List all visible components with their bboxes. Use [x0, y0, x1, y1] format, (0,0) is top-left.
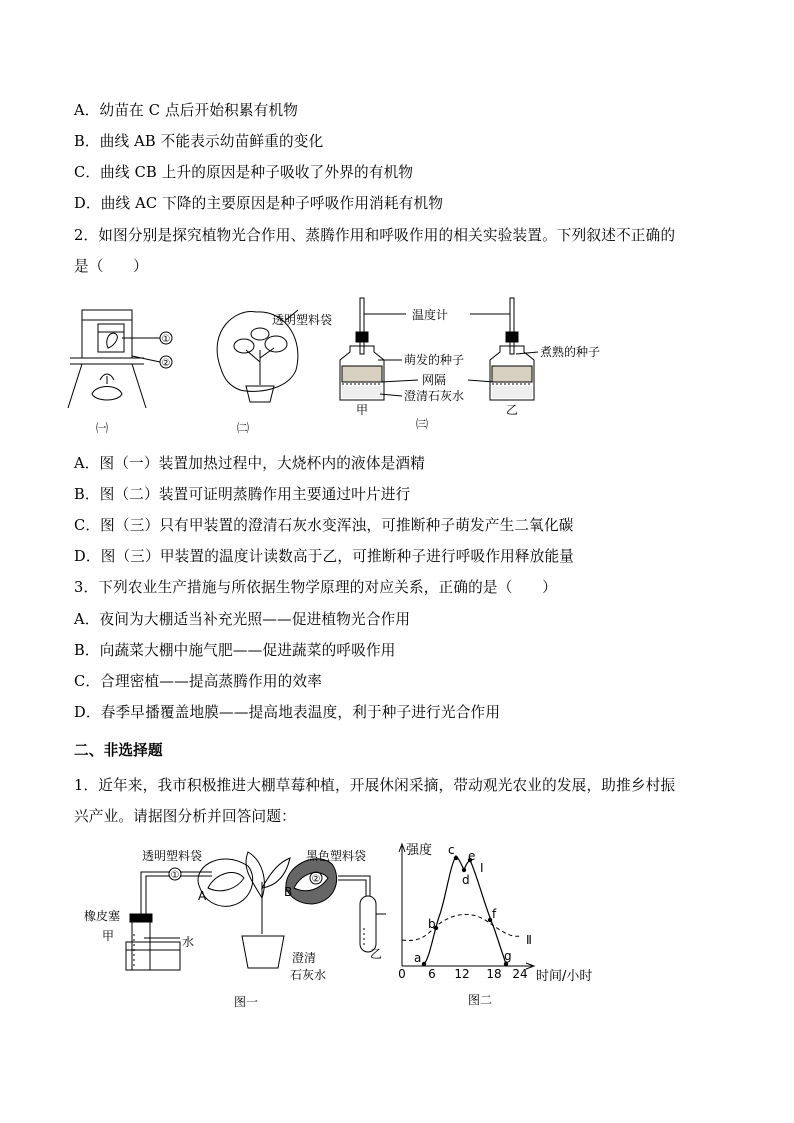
fig1-marker-2: ②	[161, 358, 171, 369]
fig-one-label-b: B	[284, 885, 293, 899]
fig3-jar-jia-label: 甲	[356, 403, 369, 417]
q1-option-c: C．曲线 CB 上升的原因是种子吸收了外界的有机物	[74, 164, 414, 181]
q2-option-b: B．图（二）装置可证明蒸腾作用主要通过叶片进行	[74, 486, 411, 503]
small-beaker	[98, 324, 124, 352]
fig3-limewater-label: 澄清石灰水	[404, 389, 465, 403]
q3-option-b: B．向蔬菜大棚中施气肥——促进蔬菜的呼吸作用	[74, 642, 396, 659]
fig-one-label-a: A	[198, 889, 207, 903]
q2-stem-line2: 是（ ）	[74, 258, 148, 275]
point-e-label: e	[468, 849, 476, 863]
fig3-germinating-seeds-label: 萌发的种子	[404, 353, 465, 367]
flower-pot	[242, 936, 284, 968]
q1-option-b: B．曲线 AB 不能表示幼苗鲜重的变化	[74, 133, 324, 150]
fig2-bag-label: 透明塑料袋	[272, 313, 333, 327]
fig-one-caption: 图一	[233, 995, 259, 1009]
fig-one-black-bag-label: 黑色塑料袋	[305, 849, 367, 863]
fig-one-valve-1: ①	[170, 870, 180, 881]
q2-option-d: D．图（三）甲装置的温度计读数高于乙，可推断种子进行呼吸作用释放能量	[74, 548, 575, 565]
point-a-label: a	[414, 951, 422, 965]
q3-option-a: A．夜间为大棚适当补充光照——促进植物光合作用	[74, 611, 411, 628]
fig3-cooked-seeds-label: 煮熟的种子	[540, 345, 601, 359]
point-g-label: g	[504, 949, 512, 963]
fig-one-limewater-line1: 澄清	[292, 951, 317, 965]
fig-one-limewater-line2: 石灰水	[290, 968, 327, 982]
point-c-label: c	[448, 843, 455, 857]
q2-experiment-figure	[60, 290, 620, 440]
fig1-marker-1: ①	[161, 334, 171, 345]
fig3-jar-yi-label: 乙	[506, 403, 519, 417]
x-tick-18: 18	[486, 967, 502, 981]
point-a	[422, 962, 426, 966]
q2-option-c: C．图（三）只有甲装置的澄清石灰水变浑浊，可推断种子萌发产生二氧化碳	[74, 517, 574, 534]
transparent-bag-shape	[198, 859, 253, 906]
fig3-mesh-label: 网隔	[422, 373, 447, 387]
x-axis-label: 时间/小时	[536, 969, 593, 984]
q3-option-c: C．合理密植——提高蒸腾作用的效率	[74, 673, 323, 690]
fig-two-caption: 图二	[467, 993, 493, 1007]
tube-jia	[132, 922, 150, 970]
point-d	[462, 868, 466, 872]
fig-one-transparent-bag-label: 透明塑料袋	[141, 849, 203, 863]
fig-one-yi-label: 乙	[370, 947, 383, 961]
figure-two	[390, 838, 640, 1018]
leaf-in-beaker	[107, 333, 118, 348]
fig-one-jia-label: 甲	[102, 929, 115, 943]
fig-one-valve-2: ②	[311, 874, 321, 885]
fig2-caption: ㈡	[236, 421, 250, 435]
y-axis-label: 强度	[406, 843, 433, 858]
flower-pot	[246, 386, 274, 402]
fig3-thermometer-label: 温度计	[412, 308, 449, 322]
point-f-label: f	[492, 907, 497, 921]
x-tick-6: 6	[428, 967, 436, 981]
x-tick-24: 24	[512, 967, 528, 981]
fig-one-rubber-stopper-label: 橡皮塞	[84, 909, 121, 923]
curve-one-label: I	[480, 861, 484, 875]
q3-stem: 3．下列农业生产措施与所依据生物学原理的对应关系，正确的是（ ）	[74, 579, 557, 596]
test-tube-yi	[360, 896, 376, 952]
q3-option-d: D．春季早播覆盖地膜——提高地表温度，利于种子进行光合作用	[74, 704, 501, 721]
q2-option-a: A．图（一）装置加热过程中，大烧杯内的液体是酒精	[74, 455, 425, 472]
section-heading: 二、非选择题	[74, 742, 163, 759]
alcohol-lamp	[92, 387, 122, 401]
fig3-caption: ㈢	[415, 417, 429, 431]
point-b-label: b	[428, 917, 436, 931]
curve-two	[402, 914, 520, 940]
section2-q1-line1: 1．近年来，我市积极推进大棚草莓种植，开展休闲采摘，带动观光农业的发展，助推乡村振	[74, 777, 676, 794]
section2-q1-line2: 兴产业。请据图分析并回答问题：	[74, 808, 296, 825]
rubber-stopper	[130, 914, 152, 922]
q1-option-a: A．幼苗在 C 点后开始积累有机物	[74, 102, 299, 119]
figure-one	[80, 838, 390, 1018]
x-tick-12: 12	[454, 967, 470, 981]
fig1-heating-setup	[68, 310, 172, 408]
q2-stem-line1: 2．如图分别是探究植物光合作用、蒸腾作用和呼吸作用的相关实验装置。下列叙述不正确的	[74, 227, 676, 244]
fig-one-water-label: 水	[182, 935, 195, 949]
q1-option-d: D．曲线 AC 下降的主要原因是种子呼吸作用消耗有机物	[74, 195, 444, 212]
point-d-label: d	[462, 873, 470, 887]
x-tick-0: 0	[398, 967, 406, 981]
curve-two-label: Ⅱ	[526, 933, 532, 947]
fig1-caption: ㈠	[95, 421, 109, 435]
